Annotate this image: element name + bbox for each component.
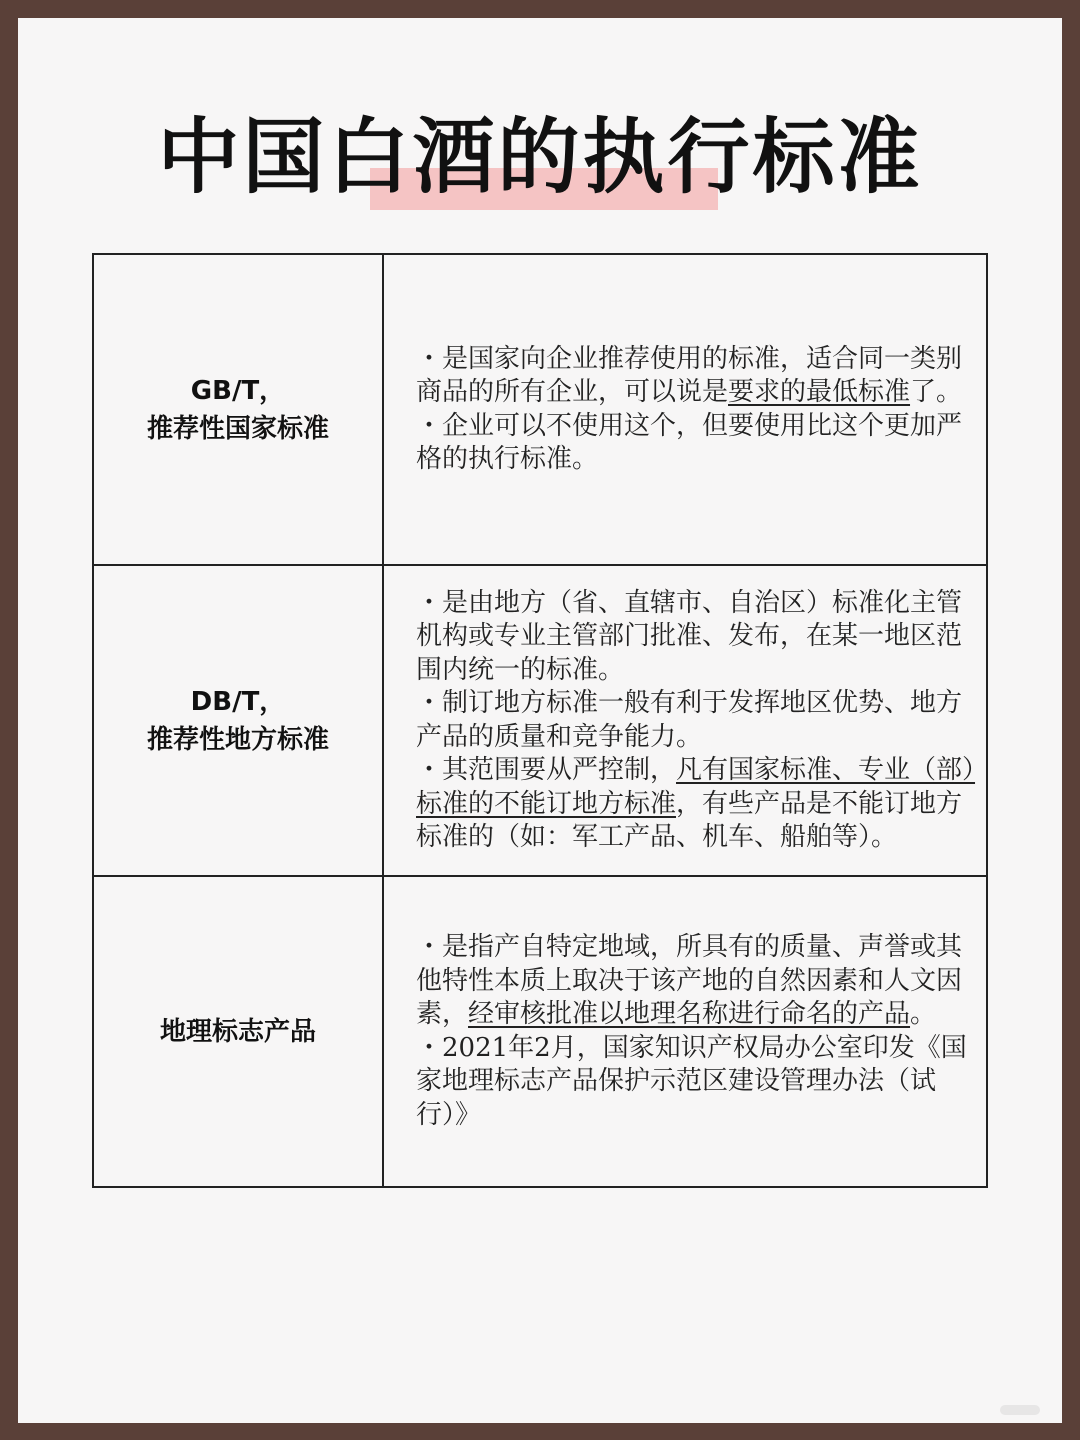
description-bullet xyxy=(416,1032,982,1133)
underlined-text: 要求的最低标准 xyxy=(728,377,911,407)
description-bullet xyxy=(416,343,982,410)
standard-description-cell xyxy=(383,876,987,1187)
document-card xyxy=(18,18,1062,1423)
standards-table xyxy=(92,253,988,1188)
table-row xyxy=(93,876,987,1187)
standard-name-cell xyxy=(93,876,383,1187)
standard-code: GB/T， xyxy=(190,375,286,406)
underlined-text: 凡有国家标准、专业（部）标准的不能订地方标准 xyxy=(416,755,976,819)
standard-name: 推荐性国家标准 xyxy=(146,413,329,444)
description-bullet xyxy=(416,410,982,477)
bullet-text: ・制订地方标准一般有利于发挥地区优势、地方产品的质量和竞争能力。 xyxy=(416,688,963,752)
standard-name: 推荐性地方标准 xyxy=(146,724,329,755)
table-row xyxy=(93,565,987,876)
standard-description-cell xyxy=(383,565,987,876)
standard-code: DB/T， xyxy=(190,686,286,717)
description-bullet xyxy=(416,587,982,688)
bullet-text: ，有些产品是不能订地方标准的（如：军工产品、机车、船舶等）。 xyxy=(416,788,963,852)
description-bullet xyxy=(416,754,982,855)
underlined-text: 经审核批准以地理名称进行命名的产品 xyxy=(468,999,911,1029)
bullet-text: 。 xyxy=(910,999,937,1029)
table-row xyxy=(93,254,987,565)
watermark xyxy=(1000,1405,1040,1415)
description-bullet xyxy=(416,931,982,1032)
description-bullet xyxy=(416,687,982,754)
bullet-text: ・其范围要从严控制， xyxy=(416,755,677,785)
standard-description-cell xyxy=(383,254,987,565)
bullet-text: 了。 xyxy=(910,377,963,407)
page-title: 中国白酒的执行标准 xyxy=(157,110,923,205)
bullet-text: ・是指产自特定地域，所具有的质量、声誉或其他特性本质上取决于该产地的自然因素和人文因素， xyxy=(416,932,963,1029)
standard-name-cell xyxy=(93,565,383,876)
bullet-text: ・是国家向企业推荐使用的标准，适合同一类别商品的所有企业，可以说是 xyxy=(416,343,963,407)
standard-name: 地理标志产品 xyxy=(159,1016,316,1047)
bullet-text: ・是由地方（省、直辖市、自治区）标准化主管机构或专业主管部门批准、发布，在某一地区范围内统一的标准。 xyxy=(416,587,963,685)
standard-name-cell xyxy=(93,254,383,565)
bullet-text: ・企业可以不使用这个，但要使用比这个更加严格的执行标准。 xyxy=(416,410,963,474)
bullet-text: ・2021年2月，国家知识产权局办公室印发《国家地理标志产品保护示范区建设管理办法（试行）》 xyxy=(416,1032,967,1130)
